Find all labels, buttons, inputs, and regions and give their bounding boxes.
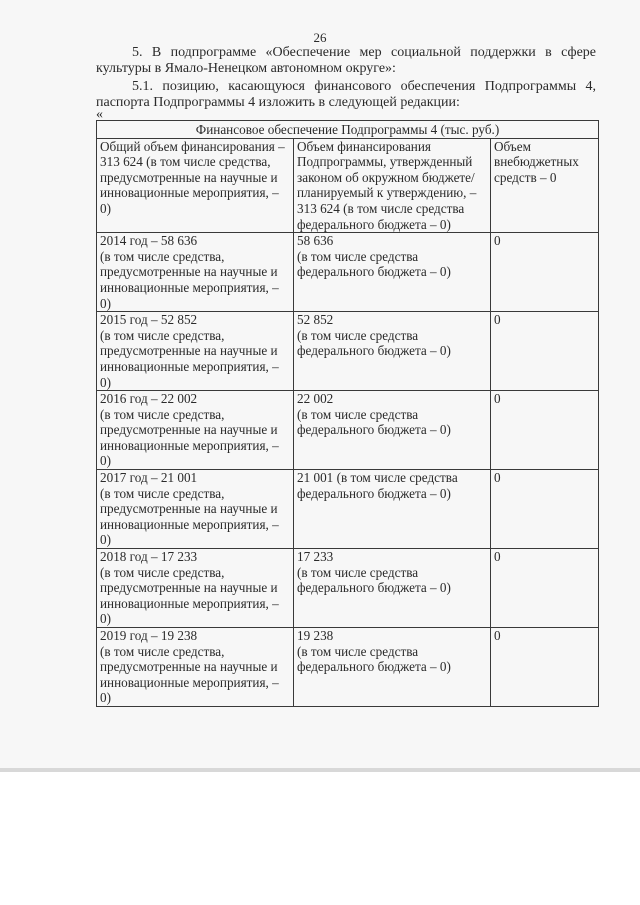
budget-note: (в том числе средства федерального бюджета – 0) bbox=[297, 406, 451, 438]
year-cell bbox=[97, 312, 294, 391]
table-row bbox=[97, 391, 599, 470]
table-row bbox=[97, 470, 599, 549]
extra-cell: 0 bbox=[491, 470, 599, 549]
year-total: 2017 год – 21 001 bbox=[100, 470, 198, 486]
budget-note: (в том числе средства федерального бюджета – 0) bbox=[297, 327, 451, 359]
year-total: 2014 год – 58 636 bbox=[100, 233, 198, 249]
budget-value: 17 233 bbox=[297, 549, 334, 565]
budget-cell bbox=[294, 549, 491, 628]
table-row bbox=[97, 628, 599, 707]
year-note: (в том числе средства, предусмотренные на научные и инновационные мероприятия, – 0) bbox=[100, 485, 279, 548]
header-total-cell: Общий объем финансирования – 313 624 (в том числе средства, предусмотренные на научные и инновационные мероприятия, – 0) bbox=[97, 138, 294, 233]
year-cell bbox=[97, 549, 294, 628]
year-cell bbox=[97, 233, 294, 312]
year-cell bbox=[97, 470, 294, 549]
budget-value: 21 001 bbox=[297, 470, 334, 486]
year-total: 2019 год – 19 238 bbox=[100, 628, 198, 643]
year-total: 2015 год – 52 852 bbox=[100, 312, 198, 328]
budget-note: (в том числе средства федерального бюджета – 0) bbox=[297, 470, 458, 501]
financing-table bbox=[96, 120, 599, 707]
page-number: 26 bbox=[313, 30, 327, 45]
year-cell bbox=[97, 628, 294, 707]
year-note: (в том числе средства, предусмотренные на научные и инновационные мероприятия, – 0) bbox=[100, 248, 279, 311]
budget-note: (в том числе средства федерального бюджета – 0) bbox=[297, 643, 451, 675]
budget-cell bbox=[294, 391, 491, 470]
scan-edge bbox=[0, 768, 640, 772]
table-header-row bbox=[97, 138, 599, 233]
table-row bbox=[97, 233, 599, 312]
budget-cell bbox=[294, 312, 491, 391]
extra-cell: 0 bbox=[491, 312, 599, 391]
table-row bbox=[97, 549, 599, 628]
budget-value: 58 636 bbox=[297, 233, 334, 249]
year-total: 2018 год – 17 233 bbox=[100, 549, 198, 565]
paragraph-section-5: 5. В подпрограмме «Обеспечение мер социальной поддержки в сфере культуры в Ямало-Ненецком автономном округе»: bbox=[96, 45, 596, 76]
opening-quote: « bbox=[96, 107, 103, 122]
extra-cell: 0 bbox=[491, 233, 599, 312]
header-extra-cell: Объем внебюджетных средств – 0 bbox=[491, 138, 599, 233]
budget-cell bbox=[294, 470, 491, 549]
budget-note: (в том числе средства федерального бюджета – 0) bbox=[297, 248, 451, 280]
year-note: (в том числе средства, предусмотренные на научные и инновационные мероприятия, – 0) bbox=[100, 643, 279, 706]
table-title: Финансовое обеспечение Подпрограммы 4 (тыс. руб.) bbox=[97, 121, 599, 139]
paragraph-section-5-1: 5.1. позицию, касающуюся финансового обеспечения Подпрограммы 4, паспорта Подпрограммы 4 изложить в следующей редакции: bbox=[96, 79, 596, 110]
budget-value: 22 002 bbox=[297, 391, 334, 407]
budget-cell bbox=[294, 233, 491, 312]
year-note: (в том числе средства, предусмотренные на научные и инновационные мероприятия, – 0) bbox=[100, 564, 279, 627]
extra-cell: 0 bbox=[491, 628, 599, 707]
year-cell bbox=[97, 391, 294, 470]
table-row bbox=[97, 312, 599, 391]
budget-note: (в том числе средства федерального бюджета – 0) bbox=[297, 564, 451, 596]
year-note: (в том числе средства, предусмотренные на научные и инновационные мероприятия, – 0) bbox=[100, 406, 279, 469]
year-note: (в том числе средства, предусмотренные на научные и инновационные мероприятия, – 0) bbox=[100, 327, 279, 390]
budget-cell bbox=[294, 628, 491, 707]
extra-cell: 0 bbox=[491, 549, 599, 628]
budget-value: 52 852 bbox=[297, 312, 334, 328]
budget-value: 19 238 bbox=[297, 628, 334, 643]
extra-cell: 0 bbox=[491, 391, 599, 470]
year-total: 2016 год – 22 002 bbox=[100, 391, 198, 407]
header-budget-cell: Объем финансирования Подпрограммы, утвержденный законом об окружном бюджете/планируемый к утверждению, – 313 624 (в том числе средства федерального бюджета – 0) bbox=[294, 138, 491, 233]
